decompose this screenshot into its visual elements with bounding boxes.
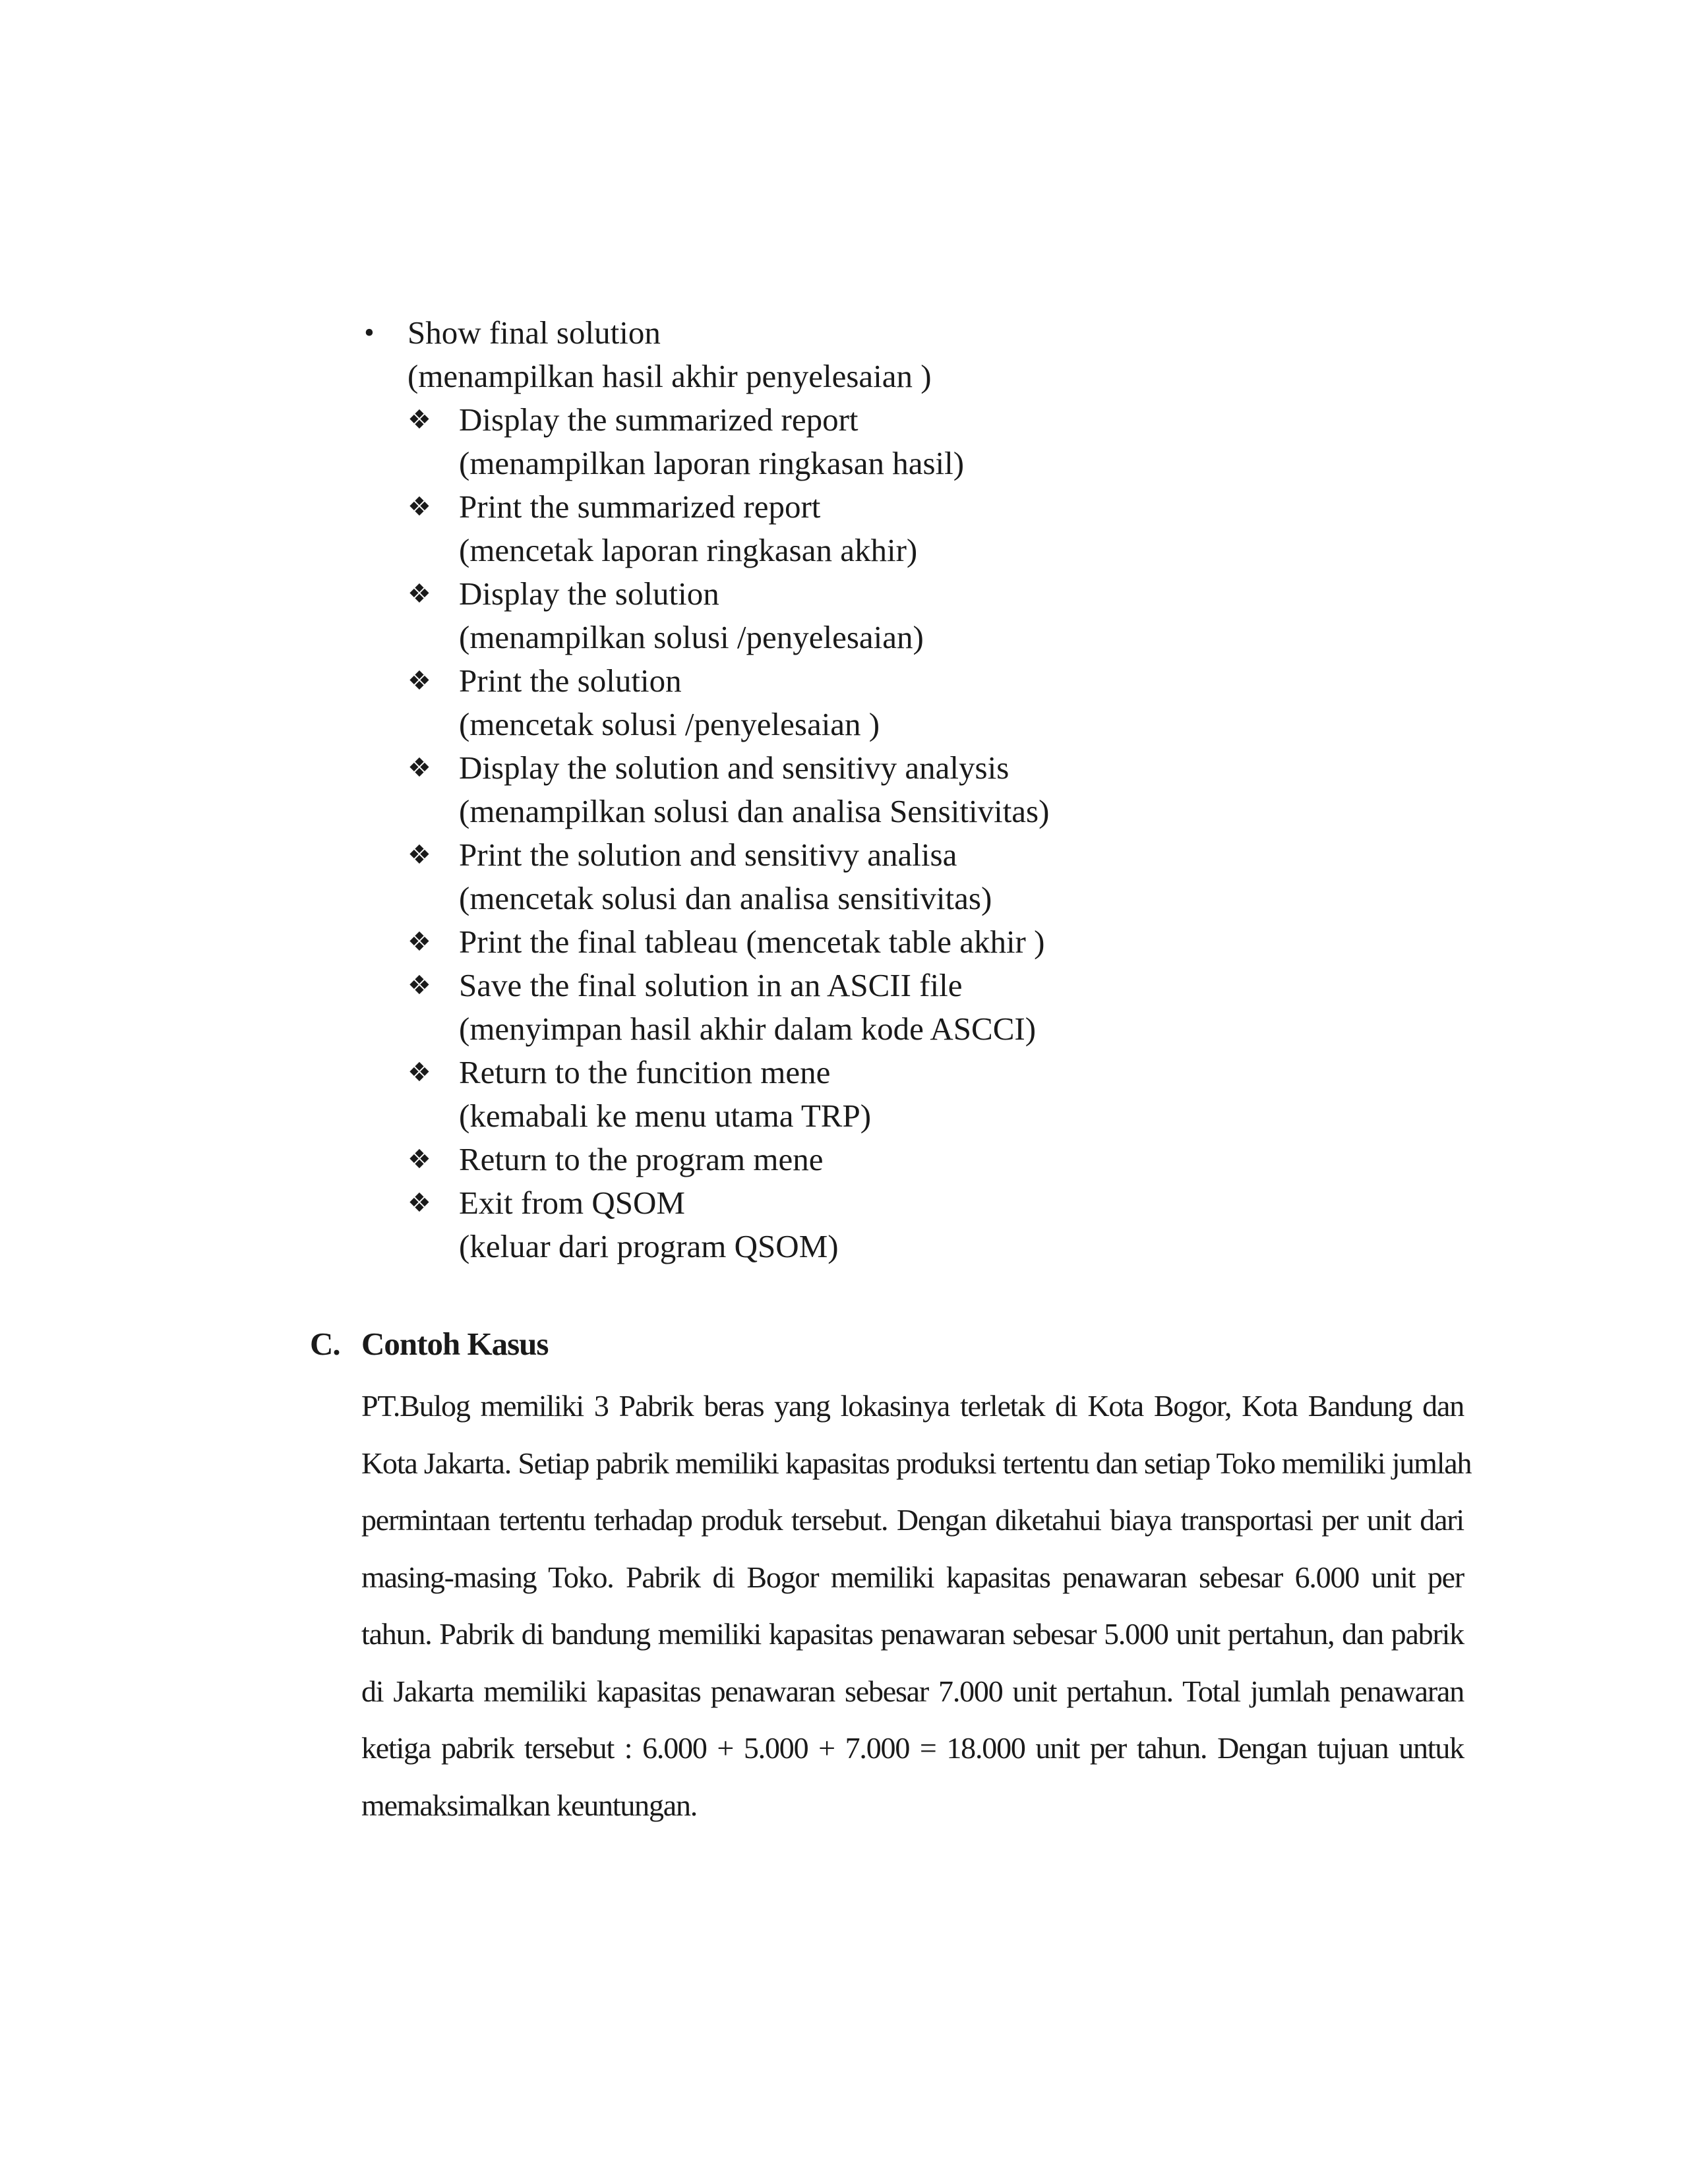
sub-bullet-item bbox=[407, 1181, 1660, 1268]
sub-item-translation: (kemabali ke menu utama TRP) bbox=[459, 1098, 872, 1134]
bullet-dot-icon: • bbox=[364, 316, 375, 349]
top-bullet-translation: (menampilkan hasil akhir penyelesaian ) bbox=[407, 358, 932, 394]
sub-item-translation: (menampilkan laporan ringkasan hasil) bbox=[459, 445, 965, 481]
sub-bullet-item bbox=[407, 746, 1660, 833]
sub-item-title: Print the summarized report bbox=[459, 488, 821, 525]
section-title: Contoh Kasus bbox=[361, 1326, 549, 1362]
body-text-line: di Jakarta memiliki kapasitas penawaran sebesar 7.000 unit pertahun. Total jumlah penawaran bbox=[361, 1674, 1464, 1708]
body-text-line: tahun. Pabrik di bandung memiliki kapasitas penawaran sebesar 5.000 unit pertahun, dan pabrik bbox=[361, 1617, 1464, 1651]
sub-item-translation: (keluar dari program QSOM) bbox=[459, 1228, 839, 1264]
sub-bullet-list bbox=[407, 398, 1660, 1268]
diamond-bullet-icon: ❖ bbox=[407, 1188, 431, 1218]
body-text-line: masing-masing Toko. Pabrik di Bogor memiliki kapasitas penawaran sebesar 6.000 unit per bbox=[361, 1560, 1464, 1594]
sub-item-title: Return to the program mene bbox=[459, 1141, 824, 1177]
sub-item-translation: (menampilkan solusi dan analisa Sensitivitas) bbox=[459, 793, 1050, 829]
sub-item-translation: (mencetak solusi dan analisa sensitivitas) bbox=[459, 880, 992, 916]
top-bullet-item bbox=[356, 311, 1675, 398]
sub-bullet-item bbox=[407, 659, 1660, 746]
diamond-bullet-icon: ❖ bbox=[407, 927, 431, 957]
top-bullet-title: Show final solution bbox=[407, 314, 661, 351]
sub-item-title: Print the final tableau (mencetak table akhir ) bbox=[459, 924, 1045, 960]
sub-item-title: Display the summarized report bbox=[459, 401, 859, 438]
section-c bbox=[310, 1322, 1472, 1834]
sub-bullet-item bbox=[407, 1138, 1660, 1181]
sub-bullet-item bbox=[407, 485, 1660, 572]
sub-item-title: Save the final solution in an ASCII file bbox=[459, 967, 963, 1003]
sub-bullet-item bbox=[407, 920, 1660, 964]
sub-item-title: Print the solution bbox=[459, 663, 682, 699]
sub-item-title: Display the solution bbox=[459, 576, 719, 612]
section-letter: C. bbox=[310, 1326, 340, 1362]
body-text-line: PT.Bulog memiliki 3 Pabrik beras yang lokasinya terletak di Kota Bogor, Kota Bandung dan bbox=[361, 1389, 1464, 1423]
sub-item-title: Print the solution and sensitivy analisa bbox=[459, 837, 957, 873]
diamond-bullet-icon: ❖ bbox=[407, 1057, 431, 1088]
diamond-bullet-icon: ❖ bbox=[407, 666, 431, 696]
diamond-bullet-icon: ❖ bbox=[407, 1144, 431, 1175]
diamond-bullet-icon: ❖ bbox=[407, 579, 431, 609]
body-text-line: ketiga pabrik tersebut : 6.000 + 5.000 + 7.000 = 18.000 unit per tahun. Dengan tujuan untuk bbox=[361, 1731, 1464, 1765]
body-text-line: permintaan tertentu terhadap produk tersebut. Dengan diketahui biaya transportasi per unit dari bbox=[361, 1503, 1464, 1537]
section-heading bbox=[310, 1322, 1464, 1366]
diamond-bullet-icon: ❖ bbox=[407, 970, 431, 1001]
diamond-bullet-icon: ❖ bbox=[407, 492, 431, 522]
sub-item-title: Exit from QSOM bbox=[459, 1185, 685, 1221]
sub-bullet-item bbox=[407, 964, 1660, 1051]
section-body-paragraph bbox=[361, 1378, 1472, 1834]
diamond-bullet-icon: ❖ bbox=[407, 840, 431, 870]
body-text-line: memaksimalkan keuntungan. bbox=[361, 1788, 698, 1822]
sub-bullet-item bbox=[407, 833, 1660, 920]
sub-item-translation: (menampilkan solusi /penyelesaian) bbox=[459, 619, 924, 655]
diamond-bullet-icon: ❖ bbox=[407, 405, 431, 435]
sub-bullet-item bbox=[407, 1051, 1660, 1138]
sub-item-translation: (menyimpan hasil akhir dalam kode ASCCI) bbox=[459, 1011, 1037, 1047]
sub-bullet-item bbox=[407, 398, 1660, 485]
body-text-line: Kota Jakarta. Setiap pabrik memiliki kapasitas produksi tertentu dan setiap Toko memiliki jumlah bbox=[361, 1446, 1472, 1480]
sub-item-title: Display the solution and sensitivy analysis bbox=[459, 750, 1010, 786]
top-bullet-text bbox=[407, 311, 1675, 398]
sub-item-translation: (mencetak solusi /penyelesaian ) bbox=[459, 706, 880, 742]
sub-item-title: Return to the funcition mene bbox=[459, 1054, 831, 1090]
sub-item-translation: (mencetak laporan ringkasan akhir) bbox=[459, 532, 918, 568]
diamond-bullet-icon: ❖ bbox=[407, 753, 431, 783]
sub-bullet-item bbox=[407, 572, 1660, 659]
